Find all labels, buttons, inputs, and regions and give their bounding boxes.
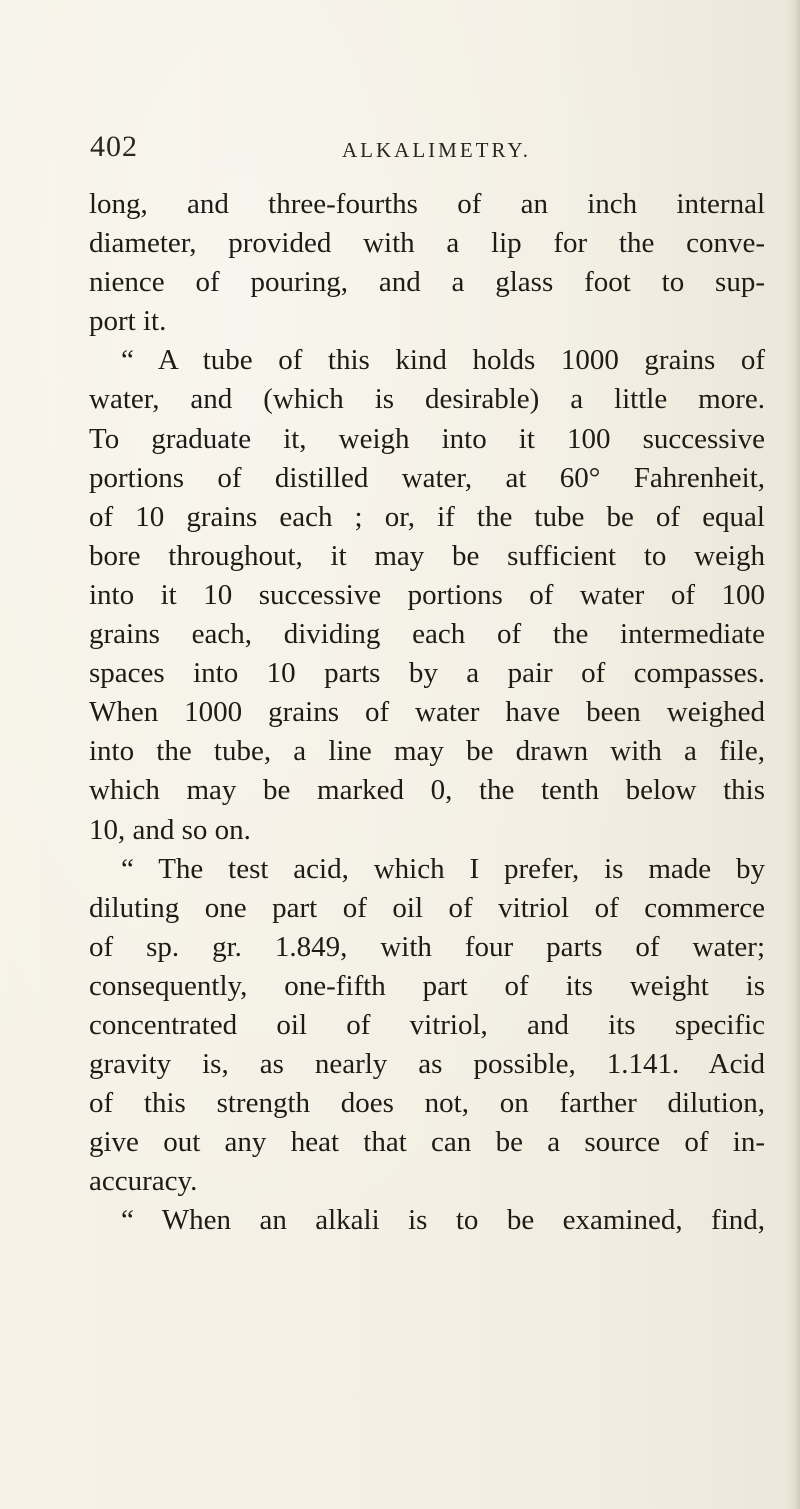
text-line: When 1000 grains of water have been weighed (89, 696, 765, 729)
text-line: into it 10 successive portions of water of 100 (89, 578, 765, 611)
text-line: portions of distilled water, at 60° Fahrenheit, (89, 461, 765, 494)
text-line: give out any heat that can be a source of in- (89, 1126, 765, 1159)
text-line: of this strength does not, on farther dilution, (89, 1087, 765, 1120)
text-line: grains each, dividing each of the intermediate (89, 618, 765, 651)
text-line: of 10 grains each ; or, if the tube be of equal (89, 500, 765, 533)
text-line: consequently, one-fifth part of its weight is (89, 969, 765, 1002)
text-line: spaces into 10 parts by a pair of compasses. (89, 657, 765, 690)
text-line: diluting one part of oil of vitriol of commerce (89, 891, 765, 924)
text-line: port it. (89, 305, 167, 338)
body-text (89, 185, 765, 1241)
text-line: accuracy. (89, 1165, 198, 1198)
text-line: To graduate it, weigh into it 100 successive (89, 422, 765, 455)
text-line: water, and (which is desirable) a little more. (89, 383, 765, 416)
text-line: long, and three-fourths of an inch internal (89, 188, 765, 220)
text-line: concentrated oil of vitriol, and its specific (89, 1008, 765, 1041)
text-line: gravity is, as nearly as possible, 1.141. Acid (89, 1048, 765, 1081)
text-line: bore throughout, it may be sufficient to weigh (89, 539, 765, 572)
text-line: “ The test acid, which I prefer, is made by (121, 852, 765, 885)
page-header (90, 130, 710, 170)
text-line: nience of pouring, and a glass foot to sup- (89, 266, 765, 299)
text-line: “ A tube of this kind holds 1000 grains of (121, 344, 765, 377)
page-edge-shadow (786, 0, 800, 1509)
text-line: of sp. gr. 1.849, with four parts of water; (89, 930, 765, 963)
text-line: “ When an alkali is to be examined, find, (121, 1204, 765, 1237)
text-line: which may be marked 0, the tenth below this (89, 774, 765, 807)
running-head: ALKALIMETRY. (342, 138, 532, 162)
text-line: diameter, provided with a lip for the conve- (89, 227, 765, 260)
text-line: into the tube, a line may be drawn with a file, (89, 735, 765, 768)
page-number: 402 (90, 130, 138, 163)
text-line: 10, and so on. (89, 813, 251, 846)
